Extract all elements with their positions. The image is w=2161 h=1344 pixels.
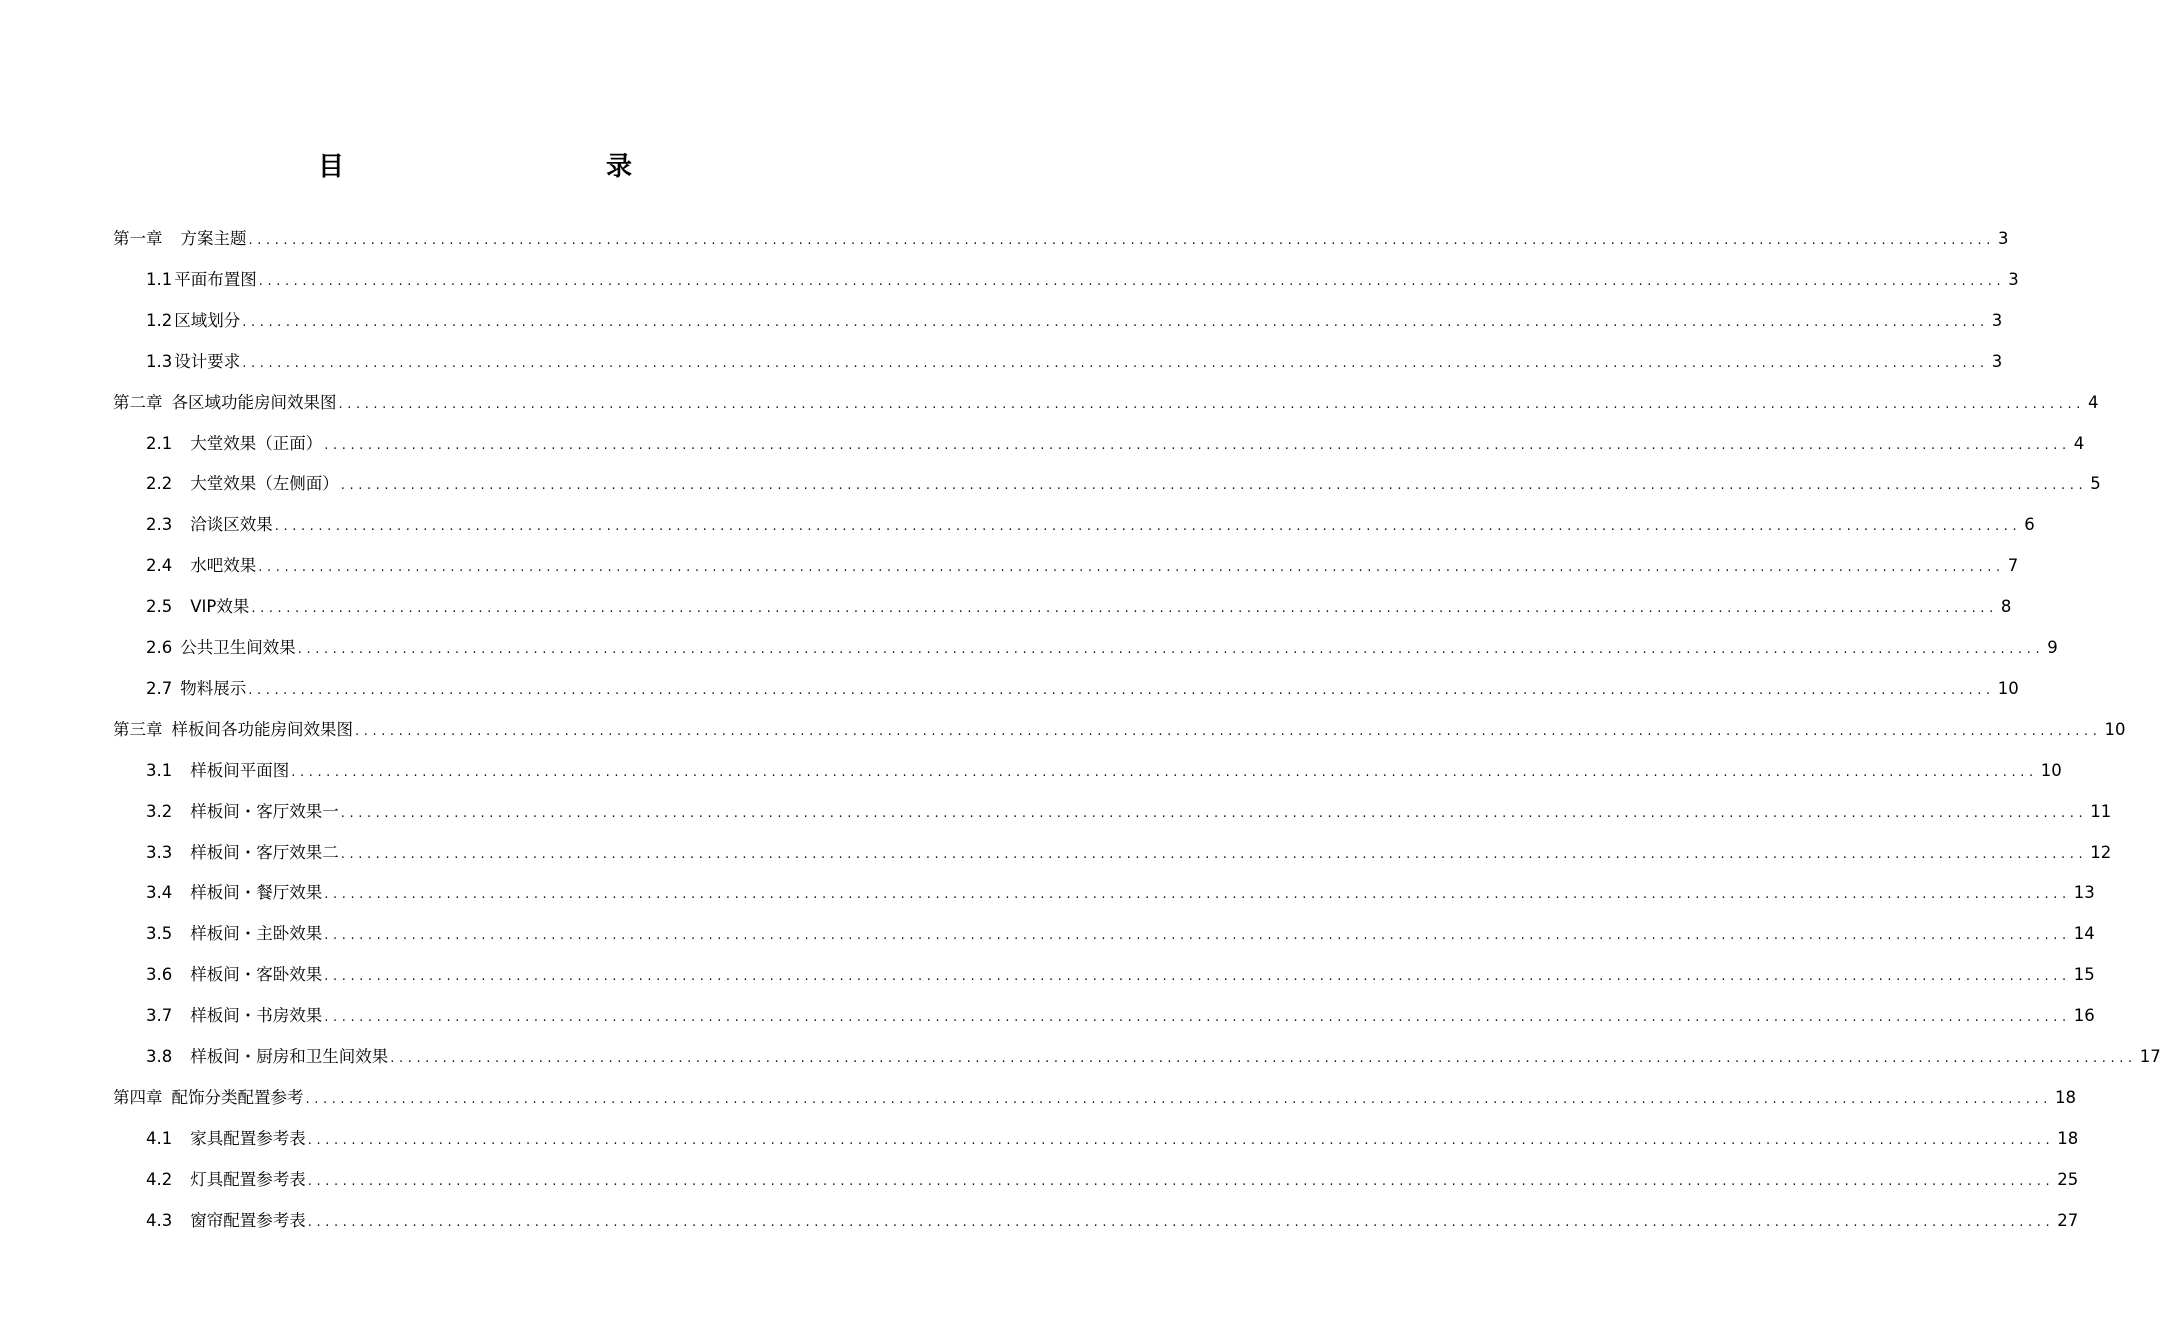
toc-dot-leader: ........................................................................................................................................................................................................ xyxy=(338,396,2085,412)
toc-dot-leader: ........................................................................................................................................................................................................ xyxy=(324,887,2071,903)
toc-entry-number: 3.3 xyxy=(146,842,173,862)
toc-dot-leader: ........................................................................................................................................................................................................ xyxy=(355,723,2102,739)
toc-dot-leader: ........................................................................................................................................................................................................ xyxy=(324,1010,2071,1026)
toc-section-entry[interactable] xyxy=(146,553,2019,579)
toc-entry-label: 方案主题 xyxy=(180,229,247,248)
toc-section-entry[interactable] xyxy=(146,1208,2079,1234)
toc-entry-title xyxy=(146,676,246,702)
toc-page-number: 16 xyxy=(2073,1006,2095,1026)
toc-page-number: 25 xyxy=(2057,1169,2079,1189)
toc-dot-leader: ........................................................................................................................................................................................................ xyxy=(242,355,1989,371)
toc-page-number: 10 xyxy=(2040,760,2062,780)
toc-entry-label: 样板间・厨房和卫生间效果 xyxy=(190,1047,389,1066)
toc-page-number: 9 xyxy=(2047,638,2058,657)
toc-page-number: 4 xyxy=(2087,392,2099,412)
toc-entry-label: 样板间・客卧效果 xyxy=(190,965,323,985)
toc-dot-leader: ........................................................................................................................................................................................................ xyxy=(340,846,2088,862)
toc-entry-number: 第一章 xyxy=(113,229,163,248)
toc-entry-number: 2.1 xyxy=(146,433,173,453)
toc-dot-leader: ........................................................................................................................................................................................................ xyxy=(274,519,2022,535)
toc-entry-number: 3.5 xyxy=(146,924,173,944)
toc-entry-number: 3.2 xyxy=(146,801,173,821)
toc-entry-label: 水吧效果 xyxy=(190,556,257,576)
toc-dot-leader: ........................................................................................................................................................................................................ xyxy=(258,273,2006,289)
toc-entry-title xyxy=(146,799,339,825)
toc-page-number: 6 xyxy=(2024,515,2035,535)
toc-entry-title xyxy=(146,553,256,579)
toc-entry-number: 3.8 xyxy=(146,1047,173,1066)
toc-dot-leader: ........................................................................................................................................................................................................ xyxy=(242,314,1989,330)
toc-dot-leader: ........................................................................................................................................................................................................ xyxy=(324,437,2071,453)
toc-page-number: 10 xyxy=(1997,678,2019,698)
toc-page-number: 3 xyxy=(1991,351,2003,371)
toc-entry-title xyxy=(146,840,339,866)
toc-page-number: 27 xyxy=(2057,1210,2079,1230)
toc-entry-title xyxy=(146,1044,388,1070)
toc-entry-number: 1.3 xyxy=(146,351,173,371)
toc-entry-title xyxy=(146,1167,306,1193)
toc-entry-title xyxy=(146,880,322,906)
toc-entry-label: 区域划分 xyxy=(174,310,241,330)
toc-entry-label: 配饰分类配置参考 xyxy=(171,1087,304,1107)
toc-entry-title xyxy=(146,921,322,947)
page-title: 目 录 xyxy=(317,152,702,183)
toc-entry-title xyxy=(113,390,337,416)
toc-page-number: 17 xyxy=(2139,1047,2161,1066)
toc-section-entry[interactable] xyxy=(146,921,2095,947)
toc-page-number: 10 xyxy=(2104,719,2126,739)
toc-entry-number: 3.7 xyxy=(146,1006,173,1026)
toc-entry-label: 样板间・客厅效果二 xyxy=(190,842,339,862)
toc-section-entry[interactable] xyxy=(146,267,2019,293)
toc-entry-label: 洽谈区效果 xyxy=(190,515,273,535)
toc-entry-label: 设计要求 xyxy=(174,351,241,371)
toc-entry-number: 4.2 xyxy=(146,1169,173,1189)
toc-entry-number: 1.1 xyxy=(146,269,173,289)
toc-entry-label: VIP效果 xyxy=(190,597,250,617)
toc-entry-title xyxy=(146,308,240,334)
toc-dot-leader: ........................................................................................................................................................................................................ xyxy=(307,1214,2055,1230)
toc-section-entry[interactable] xyxy=(146,1167,2079,1193)
toc-section-entry[interactable] xyxy=(146,308,2003,334)
toc-entry-label: 各区域功能房间效果图 xyxy=(171,392,337,412)
toc-dot-leader: ........................................................................................................................................................................................................ xyxy=(340,805,2088,821)
toc-page-number: 11 xyxy=(2090,801,2112,821)
toc-entry-title xyxy=(146,1003,322,1029)
toc-page-number: 3 xyxy=(1991,310,2003,330)
toc-entry-number: 4.1 xyxy=(146,1128,173,1148)
toc-section-entry[interactable] xyxy=(146,676,2019,702)
toc-entry-number: 3.4 xyxy=(146,883,173,903)
toc-section-entry[interactable] xyxy=(146,431,2085,457)
toc-entry-title xyxy=(146,1208,306,1234)
toc-entry-number: 2.4 xyxy=(146,556,173,576)
toc-entry-label: 样板间・书房效果 xyxy=(190,1006,323,1026)
toc-entry-title xyxy=(146,635,296,661)
toc-section-entry[interactable] xyxy=(146,471,2101,497)
toc-section-entry[interactable] xyxy=(146,1044,2161,1070)
toc-dot-leader: ........................................................................................................................................................................................................ xyxy=(390,1051,2137,1066)
toc-page-number: 18 xyxy=(2057,1128,2079,1148)
toc-entry-label: 样板间・客厅效果一 xyxy=(190,801,339,821)
toc-entry-title xyxy=(146,431,322,457)
toc-entry-number: 3.1 xyxy=(146,760,173,780)
toc-entry-label: 大堂效果（左侧面） xyxy=(190,474,339,494)
toc-entry-title xyxy=(113,1085,304,1111)
toc-section-entry[interactable] xyxy=(146,635,2058,661)
toc-dot-leader: ........................................................................................................................................................................................................ xyxy=(307,1173,2055,1189)
toc-section-entry[interactable] xyxy=(146,1126,2079,1152)
toc-section-entry[interactable] xyxy=(146,880,2095,906)
toc-dot-leader: ........................................................................................................................................................................................................ xyxy=(258,560,2005,576)
toc-entry-label: 家具配置参考表 xyxy=(190,1128,306,1148)
toc-page-number: 13 xyxy=(2073,883,2095,903)
toc-dot-leader: ........................................................................................................................................................................................................ xyxy=(297,642,2045,657)
toc-entry-label: 物料展示 xyxy=(180,678,247,698)
toc-entry-number: 第四章 xyxy=(113,1087,163,1107)
toc-entry-number: 2.2 xyxy=(146,474,173,494)
toc-section-entry[interactable] xyxy=(146,512,2035,538)
toc-dot-leader: ........................................................................................................................................................................................................ xyxy=(291,764,2038,780)
toc-dot-leader: ........................................................................................................................................................................................................ xyxy=(305,1091,2052,1107)
toc-section-entry[interactable] xyxy=(146,840,2112,866)
toc-dot-leader: ........................................................................................................................................................................................................ xyxy=(307,1132,2055,1148)
toc-entry-number: 第二章 xyxy=(113,392,163,412)
toc-entry-number: 2.7 xyxy=(146,678,173,698)
toc-entry-title xyxy=(146,512,273,538)
toc-section-entry[interactable] xyxy=(146,758,2062,784)
toc-page-number: 14 xyxy=(2073,924,2095,944)
toc-entry-number: 3.6 xyxy=(146,965,173,985)
toc-entry-label: 窗帘配置参考表 xyxy=(190,1210,306,1230)
toc-entry-number: 2.3 xyxy=(146,515,173,535)
toc-entry-label: 灯具配置参考表 xyxy=(190,1169,306,1189)
toc-entry-title xyxy=(146,349,240,375)
toc-entry-title xyxy=(113,717,353,743)
toc-page-number: 4 xyxy=(2073,433,2085,453)
toc-dot-leader: ........................................................................................................................................................................................................ xyxy=(340,478,2088,494)
toc-chapter-entry[interactable] xyxy=(113,1085,2076,1111)
toc-entry-label: 大堂效果（正面） xyxy=(190,433,323,453)
toc-entry-title xyxy=(146,962,322,988)
toc-section-entry[interactable] xyxy=(146,594,2012,620)
toc-entry-label: 样板间・餐厅效果 xyxy=(190,883,323,903)
toc-entry-title xyxy=(146,267,257,293)
toc-entry-label: 样板间平面图 xyxy=(190,760,290,780)
toc-section-entry[interactable] xyxy=(146,799,2112,825)
toc-page-number: 15 xyxy=(2073,965,2095,985)
toc-page-number: 3 xyxy=(2008,269,2019,289)
toc-entry-number: 第三章 xyxy=(113,719,163,739)
toc-page-number: 18 xyxy=(2054,1087,2076,1107)
toc-dot-leader: ........................................................................................................................................................................................................ xyxy=(248,682,1995,698)
toc-section-entry[interactable] xyxy=(146,1003,2095,1029)
toc-dot-leader: ........................................................................................................................................................................................................ xyxy=(324,928,2071,944)
toc-page-number: 3 xyxy=(1997,229,2009,248)
toc-entry-title xyxy=(113,226,247,252)
toc-entry-label: 样板间各功能房间效果图 xyxy=(171,719,353,739)
toc-page-number: 12 xyxy=(2090,842,2112,862)
toc-entry-number: 2.6 xyxy=(146,638,173,657)
toc-page-number: 5 xyxy=(2090,474,2101,494)
toc-entry-title xyxy=(146,594,249,620)
toc-section-entry[interactable] xyxy=(146,962,2095,988)
toc-chapter-entry[interactable] xyxy=(113,717,2126,743)
toc-entry-number: 2.5 xyxy=(146,597,173,617)
toc-entry-number: 1.2 xyxy=(146,310,173,330)
toc-entry-label: 公共卫生间效果 xyxy=(180,638,296,657)
toc-dot-leader: ........................................................................................................................................................................................................ xyxy=(251,601,1998,617)
toc-entry-title xyxy=(146,471,339,497)
toc-chapter-entry[interactable] xyxy=(113,390,2099,416)
toc-dot-leader: ........................................................................................................................................................................................................ xyxy=(248,233,1995,248)
toc-dot-leader: ........................................................................................................................................................................................................ xyxy=(324,969,2071,985)
toc-entry-title xyxy=(146,1126,306,1152)
toc-page-number: 8 xyxy=(2000,597,2012,617)
toc-page-number: 7 xyxy=(2007,556,2019,576)
toc-entry-label: 平面布置图 xyxy=(174,269,257,289)
toc-chapter-entry[interactable] xyxy=(113,226,2009,252)
toc-entry-title xyxy=(146,758,289,784)
toc-entry-number: 4.3 xyxy=(146,1210,173,1230)
toc-entry-label: 样板间・主卧效果 xyxy=(190,924,323,944)
toc-section-entry[interactable] xyxy=(146,349,2003,375)
